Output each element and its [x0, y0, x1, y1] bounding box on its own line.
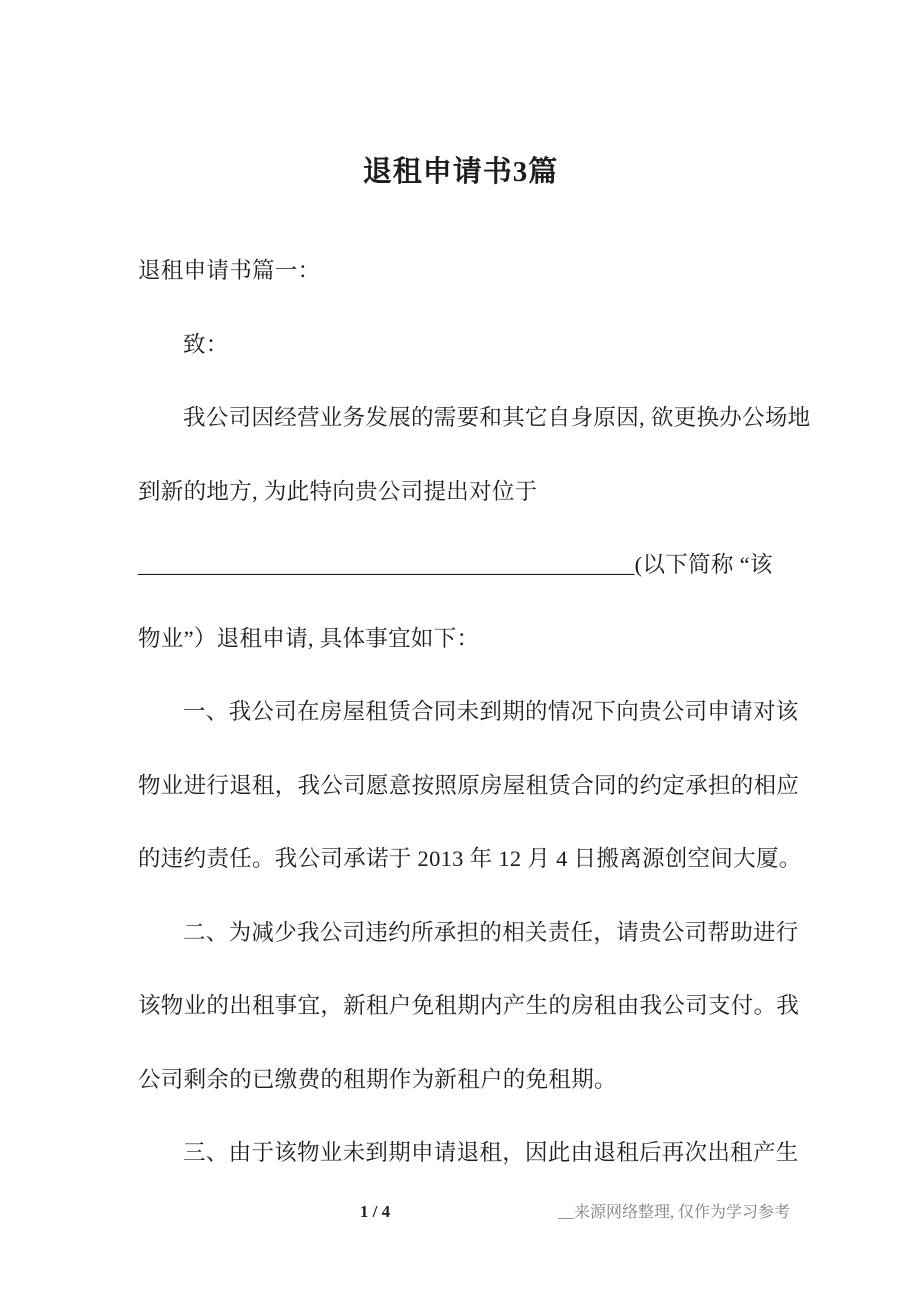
source-note: __来源网络整理, 仅作为学习参考: [557, 1204, 790, 1221]
paragraph-line: 我公司因经营业务发展的需要和其它自身原因, 欲更换办公场地: [183, 405, 811, 430]
paragraph-line: 二、为减少我公司违约所承担的相关责任，请贵公司帮助进行: [183, 919, 799, 945]
paragraph-line: 三、由于该物业未到期申请退租，因此由退租后再次出租产生: [183, 1140, 799, 1165]
page-number: 1 / 4: [359, 1202, 391, 1221]
paragraph-line: 物业”）退租申请, 具体事宜如下：: [138, 625, 480, 651]
paragraph-line: 一、我公司在房屋租赁合同未到期的情况下向贵公司申请对该: [183, 699, 799, 724]
paragraph-line: 到新的地方, 为此特向贵公司提出对位于: [138, 478, 538, 504]
paragraph-line: 的违约责任。我公司承诺于 2013 年 12 月 4 日搬离源创空间大厦。: [138, 846, 802, 871]
paragraph-line: 公司剩余的已缴费的租期作为新租户的免租期。: [138, 1066, 617, 1092]
document-title: 退租申请书3篇: [362, 156, 559, 188]
paragraph-line: 该物业的出租事宜，新租户免租期内产生的房租由我公司支付。我: [138, 993, 800, 1018]
paragraph-line: 致：: [183, 331, 229, 357]
paragraph-line-blank-underscores: ___________________________________________(以下简称 “该: [138, 552, 773, 577]
paragraph-line: 退租申请书篇一：: [138, 258, 321, 283]
paragraph-line: 物业进行退租，我公司愿意按照原房屋租赁合同的约定承担的相应: [138, 772, 800, 798]
document-body: [138, 234, 811, 1190]
